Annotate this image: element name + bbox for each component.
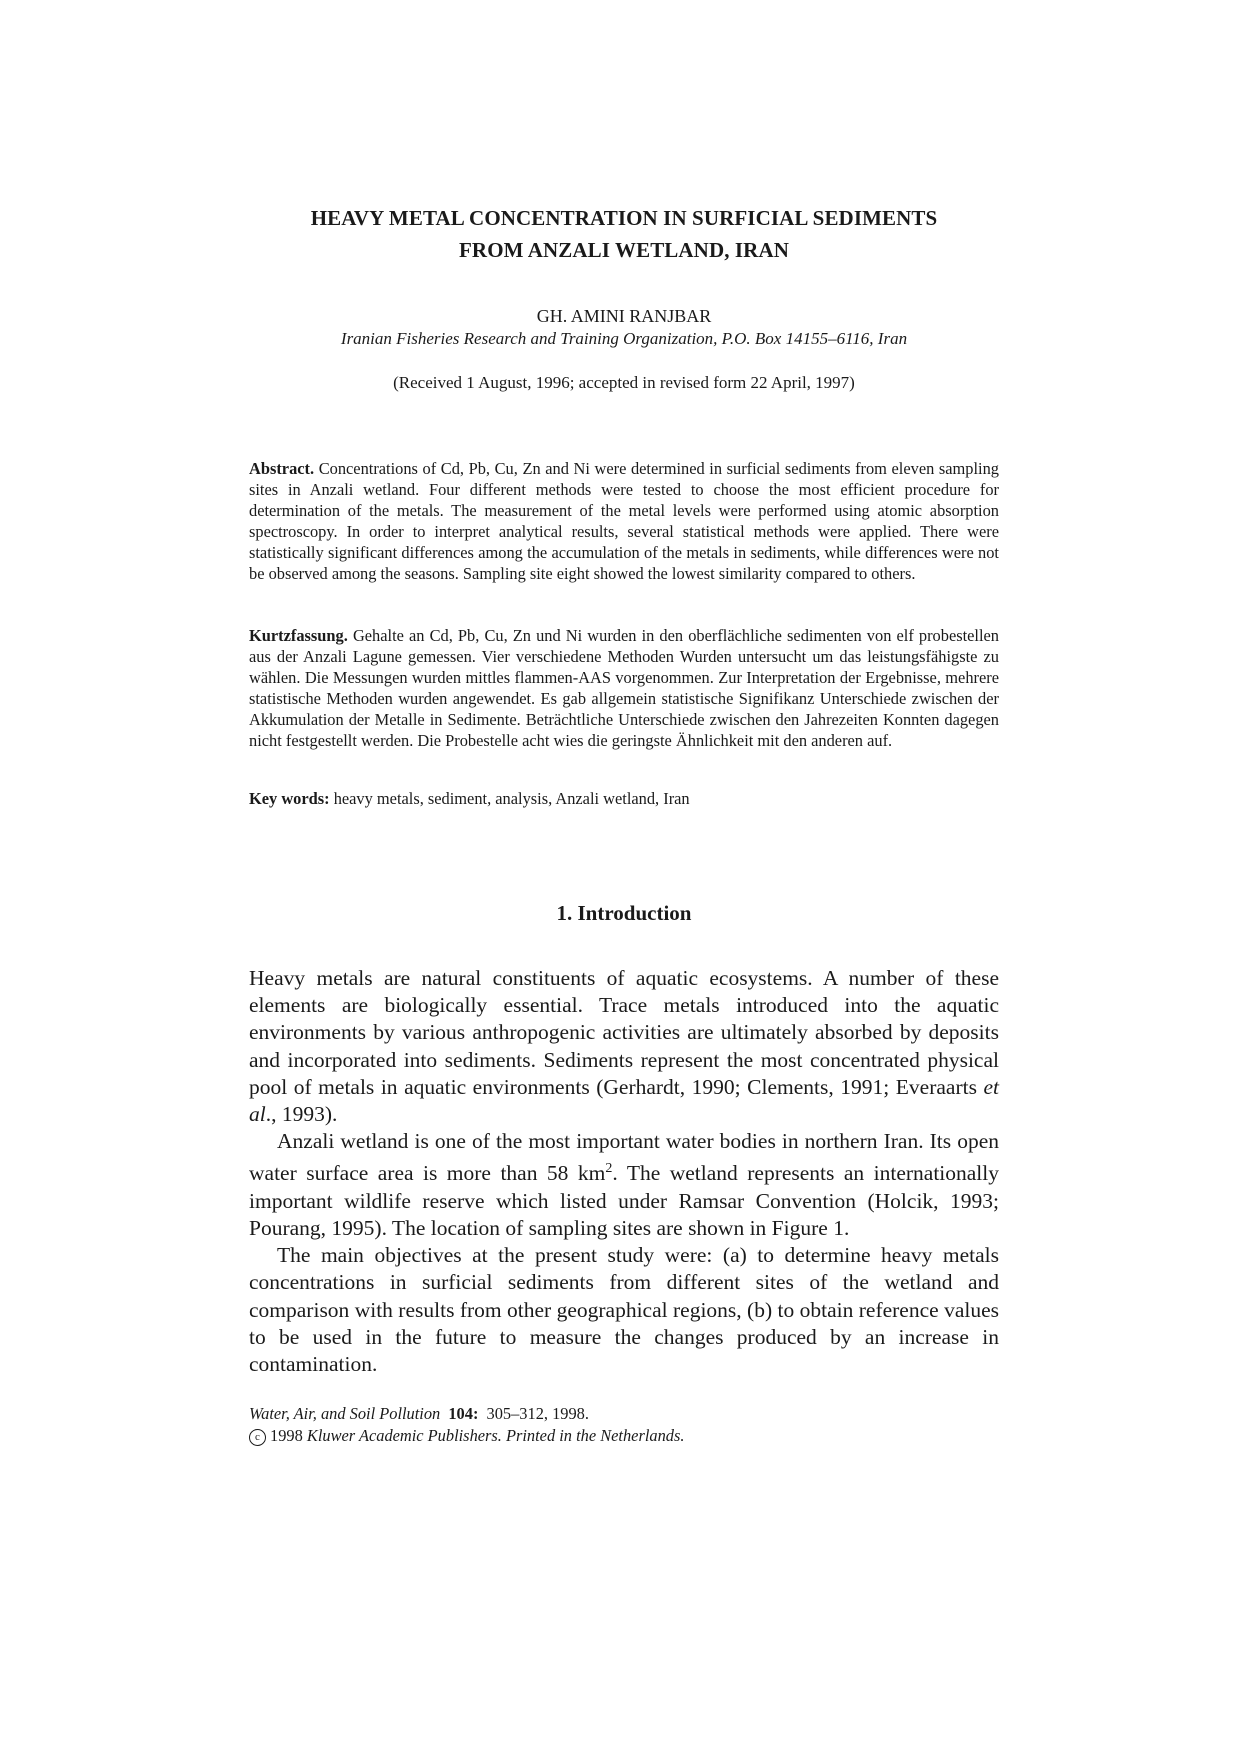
title-line-1: HEAVY METAL CONCENTRATION IN SURFICIAL SEDIMENTS <box>310 206 938 230</box>
intro-p2-text: Anzali wetland is one of the most important water bodies in northern Iran. Its open water surface area is more than 58 km <box>249 1129 999 1186</box>
publication-footer <box>249 1403 999 1447</box>
abstract <box>249 458 999 584</box>
copyright-year: 1998 <box>270 1426 303 1445</box>
intro-paragraph-3: The main objectives at the present study were: (a) to determine heavy metals concentrations in surficial sediments from different sites of the wetland and comparison with results from other geographical regions, (b) to obtain reference values to be used in the future to measure the changes produced by an increase in contamination. <box>249 1243 999 1376</box>
journal-pages: 305–312, 1998. <box>486 1404 589 1423</box>
author-affiliation: Iranian Fisheries Research and Training Organization, P.O. Box 14155–6116, Iran <box>340 329 908 348</box>
section-heading-introduction: 1. Introduction <box>556 901 692 925</box>
abstract-text: Concentrations of Cd, Pb, Cu, Zn and Ni were determined in surficial sediments from eleven sampling sites in Anzali wetland. Four different methods were tested to choose the most efficient procedure for determination of the metals. The measurement of the metal levels were performed using atomic absorption spectroscopy. In order to interpret analytical results, several statistical methods were applied. There were statistically significant differences among the accumulation of the metals in sediments, while differences were not be observed among the seasons. Sampling site eight showed the lowest similarity compared to others. <box>249 459 999 583</box>
keywords-label: Key words: <box>249 789 330 808</box>
journal-citation <box>249 1403 999 1425</box>
author-name: GH. AMINI RANJBAR <box>536 306 712 326</box>
journal-name: Water, Air, and Soil Pollution <box>249 1404 441 1423</box>
intro-paragraph-1 <box>249 965 999 1128</box>
kurzfassung <box>249 625 999 751</box>
intro-p2-superscript: 2 <box>605 1161 613 1177</box>
introduction-body <box>249 965 999 1378</box>
keywords-text: heavy metals, sediment, analysis, Anzali wetland, Iran <box>333 789 690 808</box>
kurzfassung-text: Gehalte an Cd, Pb, Cu, Zn und Ni wurden in den oberflächliche sedimenten von elf probestellen aus der Anzali Lagune gemessen. Vier verschiedene Methoden Wurden untersucht um das leistungsfähigste zu wählen. Die Messungen wurden mittles flammen-AAS vorgenommen. Zur Interpretation der Ergebnisse, mehrere statistische Methoden wurden angewendet. Es gab allgemein statistische Signifikanz Unterschiede zwischen der Akkumulation der Metalle in Sedimente. Beträchtliche Unterschiede zwischen den Jahrezeiten Konnten dagegen nicht festgestellt werden. Die Probestelle acht wies die geringste Ähnlichkeit mit den anderen auf. <box>249 626 999 750</box>
kurzfassung-label: Kurtzfassung. <box>249 626 348 645</box>
intro-p1-text: Heavy metals are natural constituents of aquatic ecosystems. A number of these elements are biologically essential. Trace metals introduced into the aquatic environments by various anthropogenic activities are ultimately absorbed by deposits and incorporated into sediments. Sediments represent the most concentrated physical pool of metals in aquatic environments (Gerhardt, 1990; Clements, 1991; Everaarts <box>249 966 999 1099</box>
keywords <box>249 788 999 809</box>
intro-paragraph-2 <box>249 1128 999 1242</box>
intro-p1-etal: et al <box>249 1074 999 1127</box>
copyright-icon: c <box>249 1429 266 1446</box>
journal-volume: 104: <box>448 1404 479 1423</box>
intro-p1-tail: ., 1993). <box>265 1102 338 1127</box>
abstract-label: Abstract. <box>249 459 315 478</box>
copyright-line <box>249 1425 999 1447</box>
title-line-2: FROM ANZALI WETLAND, IRAN <box>459 238 789 262</box>
intro-p2-tail: . The wetland represents an internationally important wildlife reserve which listed under Ramsar Convention (Holcik, 1993; Pourang, 1995). The location of sampling sites are shown in Figure 1. <box>249 1161 1000 1240</box>
paper-title <box>249 202 999 266</box>
publisher: Kluwer Academic Publishers. Printed in the Netherlands. <box>306 1426 685 1445</box>
received-dates: (Received 1 August, 1996; accepted in revised form 22 April, 1997) <box>393 373 855 392</box>
